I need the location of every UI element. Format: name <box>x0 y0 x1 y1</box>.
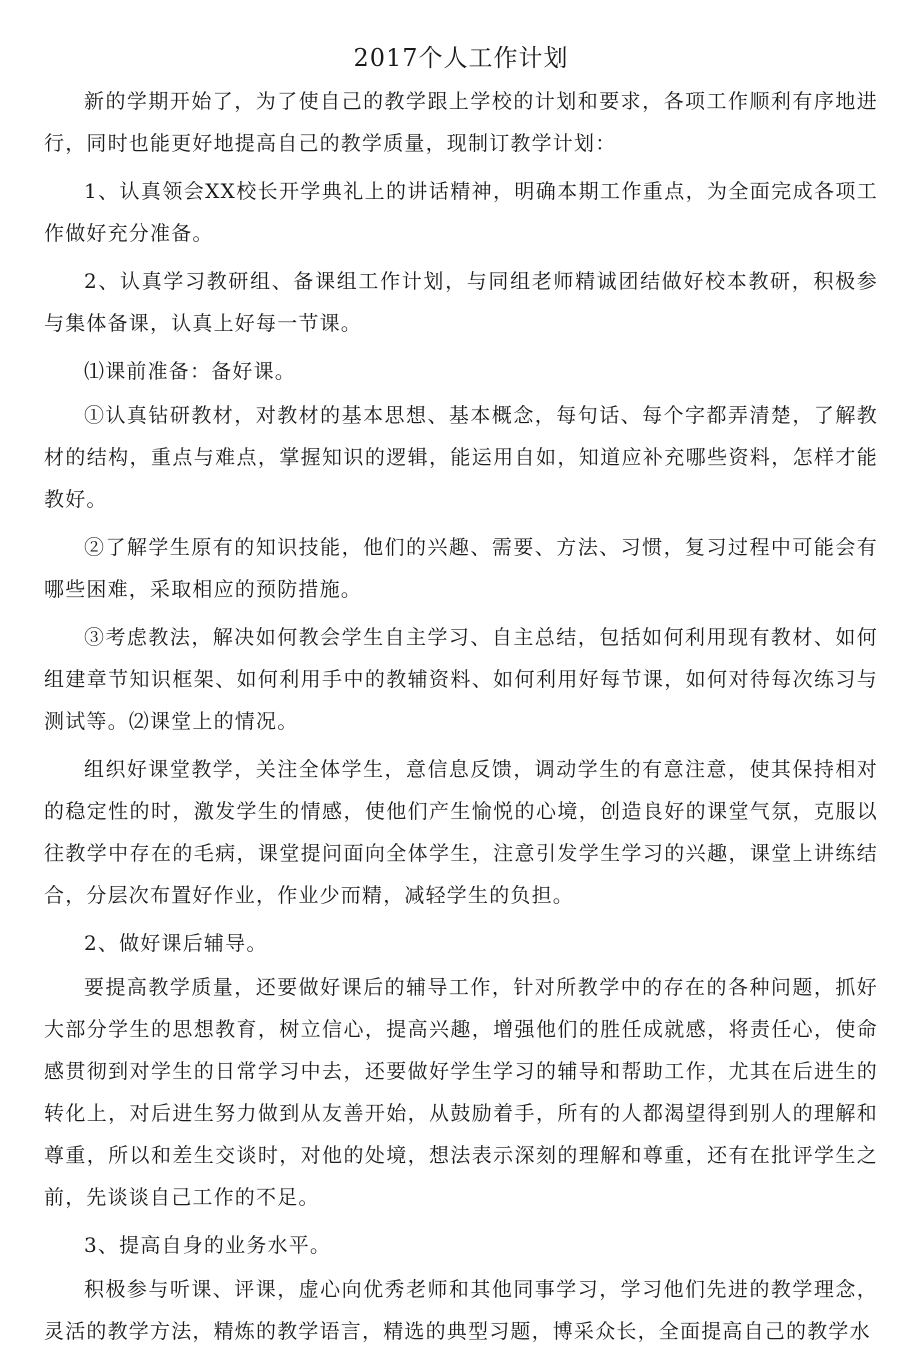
paragraph-teaching-methods: ③考虑教法，解决如何教会学生自主学习、自主总结，包括如何利用现有教材、如何组建章节知识框架、如何利用手中的教辅资料、如何利用好每节课，如何对待每次练习与测试等。⑵课堂上的情况。 <box>44 625 878 733</box>
document-title: 2017个人工作计划 <box>353 44 569 72</box>
paragraph-intro: 新的学期开始了，为了使自己的教学跟上学校的计划和要求，各项工作顺利有序地进行，同时也能更好地提高自己的教学质量，现制订教学计划： <box>44 89 878 155</box>
document-page <box>44 38 878 1358</box>
paragraph-after-class-heading: 2、做好课后辅导。 <box>84 931 268 955</box>
paragraph-item-2: 2、认真学习教研组、备课组工作计划，与同组老师精诚团结做好校本教研，积极参与集体备课，认真上好每一节课。 <box>44 269 878 335</box>
paragraph-after-class-body: 要提高教学质量，还要做好课后的辅导工作，针对所教学中的存在的各种问题，抓好大部分学生的思想教育，树立信心，提高兴趣，增强他们的胜任成就感，将责任心，使命感贯彻到对学生的日常学习中去，还要做好学生学习的辅导和帮助工作，尤其在后进生的转化上，对后进生努力做到从友善开始，从鼓励着手，所有的人都渴望得到别人的理解和尊重，所以和差生交谈时，对他的处境，想法表示深刻的理解和尊重，还有在批评学生之前，先谈谈自己工作的不足。 <box>44 975 878 1209</box>
paragraph-preparation-heading: ⑴课前准备：备好课。 <box>84 359 296 383</box>
paragraph-improve-skills-body: 积极参与听课、评课，虚心向优秀老师和其他同事学习，学习他们先进的教学理念，灵活的教学方法，精炼的教学语言，精选的典型习题，博采众长，全面提高自己的教学水 <box>44 1277 878 1343</box>
paragraph-classroom-teaching: 组织好课堂教学，关注全体学生，意信息反馈，调动学生的有意注意，使其保持相对的稳定性的时，激发学生的情感，使他们产生愉悦的心境，创造良好的课堂气氛，克服以往教学中存在的毛病，课堂提问面向全体学生，注意引发学生学习的兴趣，课堂上讲练结合，分层次布置好作业，作业少而精，减轻学生的负担。 <box>44 757 878 907</box>
paragraph-item-1: 1、认真领会XX校长开学典礼上的讲话精神，明确本期工作重点，为全面完成各项工作做好充分准备。 <box>44 179 878 245</box>
paragraph-improve-skills-heading: 3、提高自身的业务水平。 <box>84 1233 332 1257</box>
paragraph-study-materials: ①认真钻研教材，对教材的基本思想、基本概念，每句话、每个字都弄清楚，了解教材的结构，重点与难点，掌握知识的逻辑，能运用自如，知道应补充哪些资料，怎样才能教好。 <box>44 403 878 511</box>
paragraph-understand-students: ②了解学生原有的知识技能，他们的兴趣、需要、方法、习惯，复习过程中可能会有哪些困难，采取相应的预防措施。 <box>44 535 878 601</box>
